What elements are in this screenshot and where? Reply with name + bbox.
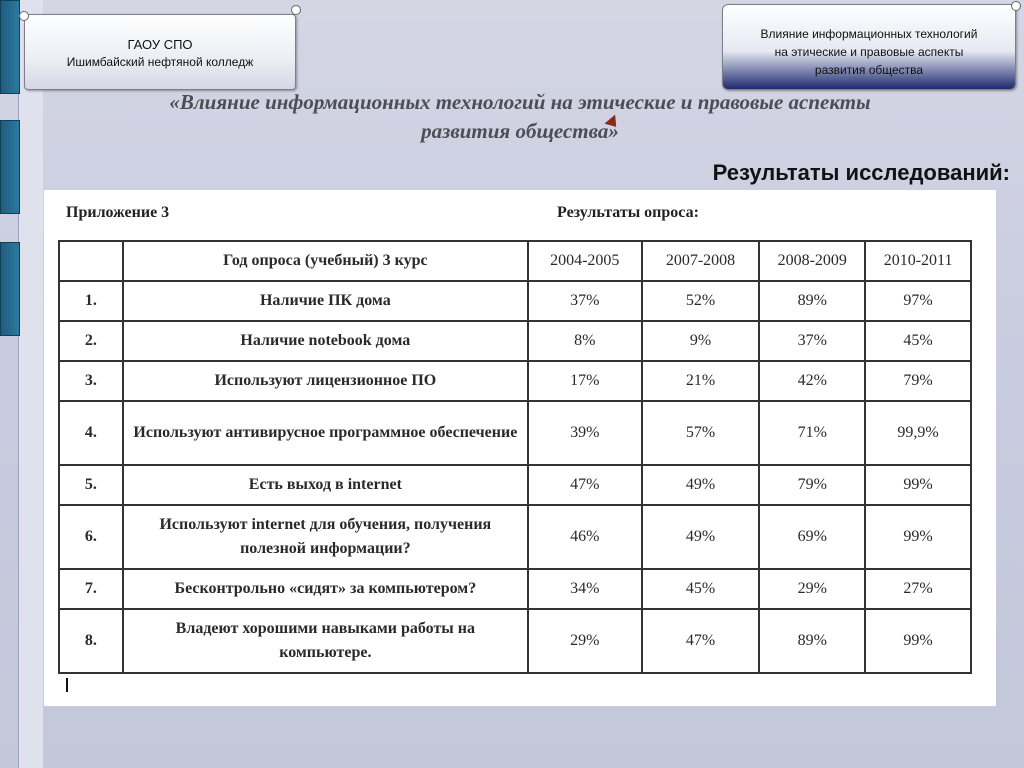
table-row xyxy=(59,401,971,465)
table-header-year: 2004-2005 xyxy=(528,241,642,281)
topic-scroll-banner xyxy=(722,4,1016,90)
row-value: 37% xyxy=(759,321,865,361)
results-heading: Результаты исследований: xyxy=(712,160,1010,185)
row-question: Наличие notebook дома xyxy=(123,321,528,361)
left-decor-block xyxy=(0,120,20,214)
row-value: 89% xyxy=(759,609,865,673)
row-value: 29% xyxy=(759,569,865,609)
row-value: 34% xyxy=(528,569,642,609)
topic-line-2: на этические и правовые аспекты xyxy=(774,45,964,59)
left-decor-strip xyxy=(18,0,43,768)
row-number: 1. xyxy=(59,281,123,321)
row-number: 7. xyxy=(59,569,123,609)
table-row xyxy=(59,505,971,569)
table-row xyxy=(59,321,971,361)
row-value: 39% xyxy=(528,401,642,465)
table-row xyxy=(59,361,971,401)
table-row xyxy=(59,569,971,609)
survey-results-table xyxy=(58,240,972,674)
scroll-curl-icon xyxy=(1011,1,1021,11)
slide-title-line-2: развития общества» xyxy=(421,119,619,143)
college-scroll-banner xyxy=(24,14,296,90)
row-question: Есть выход в internet xyxy=(123,465,528,505)
college-type: ГАОУ СПО xyxy=(127,37,193,52)
row-value: 99% xyxy=(865,505,971,569)
row-number: 5. xyxy=(59,465,123,505)
left-decor-block xyxy=(0,0,20,94)
row-value: 47% xyxy=(642,609,760,673)
table-header-row xyxy=(59,241,971,281)
row-value: 99% xyxy=(865,465,971,505)
survey-title: Результаты опроса: xyxy=(557,204,699,221)
row-value: 49% xyxy=(642,505,760,569)
row-value: 21% xyxy=(642,361,760,401)
row-value: 46% xyxy=(528,505,642,569)
table-header-label: Год опроса (учебный) 3 курс xyxy=(123,241,528,281)
topic-line-3: развития общества xyxy=(814,63,924,77)
row-value: 99% xyxy=(865,609,971,673)
row-value: 17% xyxy=(528,361,642,401)
row-number: 2. xyxy=(59,321,123,361)
row-value: 99,9% xyxy=(865,401,971,465)
slide-title-line-1: «Влияние информационных технологий на этические и правовые аспекты xyxy=(169,90,871,114)
row-value: 37% xyxy=(528,281,642,321)
row-question: Используют лицензионное ПО xyxy=(123,361,528,401)
row-value: 89% xyxy=(759,281,865,321)
row-value: 71% xyxy=(759,401,865,465)
row-value: 47% xyxy=(528,465,642,505)
row-question: Используют антивирусное программное обеспечение xyxy=(123,401,528,465)
table-header-year: 2007-2008 xyxy=(642,241,760,281)
table-header-year: 2010-2011 xyxy=(865,241,971,281)
row-question: Владеют хорошими навыками работы на компьютере. xyxy=(123,609,528,673)
left-decor-block xyxy=(0,242,20,336)
row-value: 27% xyxy=(865,569,971,609)
row-value: 57% xyxy=(642,401,760,465)
row-question: Наличие ПК дома xyxy=(123,281,528,321)
table-row xyxy=(59,281,971,321)
row-value: 69% xyxy=(759,505,865,569)
row-value: 79% xyxy=(759,465,865,505)
row-value: 79% xyxy=(865,361,971,401)
topic-line-1: Влияние информационных технологий xyxy=(760,27,978,41)
row-value: 45% xyxy=(642,569,760,609)
table-header-cell xyxy=(59,241,123,281)
table-header-year: 2008-2009 xyxy=(759,241,865,281)
row-value: 9% xyxy=(642,321,760,361)
row-question: Бесконтрольно «сидят» за компьютером? xyxy=(123,569,528,609)
scroll-curl-icon xyxy=(19,11,29,21)
row-number: 8. xyxy=(59,609,123,673)
row-question: Используют internet для обучения, получения полезной информации? xyxy=(123,505,528,569)
table-row xyxy=(59,609,971,673)
row-value: 29% xyxy=(528,609,642,673)
table-row xyxy=(59,465,971,505)
scroll-curl-icon xyxy=(291,5,301,15)
row-value: 8% xyxy=(528,321,642,361)
row-value: 97% xyxy=(865,281,971,321)
row-value: 45% xyxy=(865,321,971,361)
row-value: 42% xyxy=(759,361,865,401)
appendix-label: Приложение 3 xyxy=(66,204,170,221)
college-name: Ишимбайский нефтяной колледж xyxy=(66,55,254,69)
row-value: 49% xyxy=(642,465,760,505)
row-value: 52% xyxy=(642,281,760,321)
row-number: 6. xyxy=(59,505,123,569)
row-number: 4. xyxy=(59,401,123,465)
text-cursor-icon xyxy=(66,678,68,692)
row-number: 3. xyxy=(59,361,123,401)
slide-title xyxy=(60,88,980,146)
